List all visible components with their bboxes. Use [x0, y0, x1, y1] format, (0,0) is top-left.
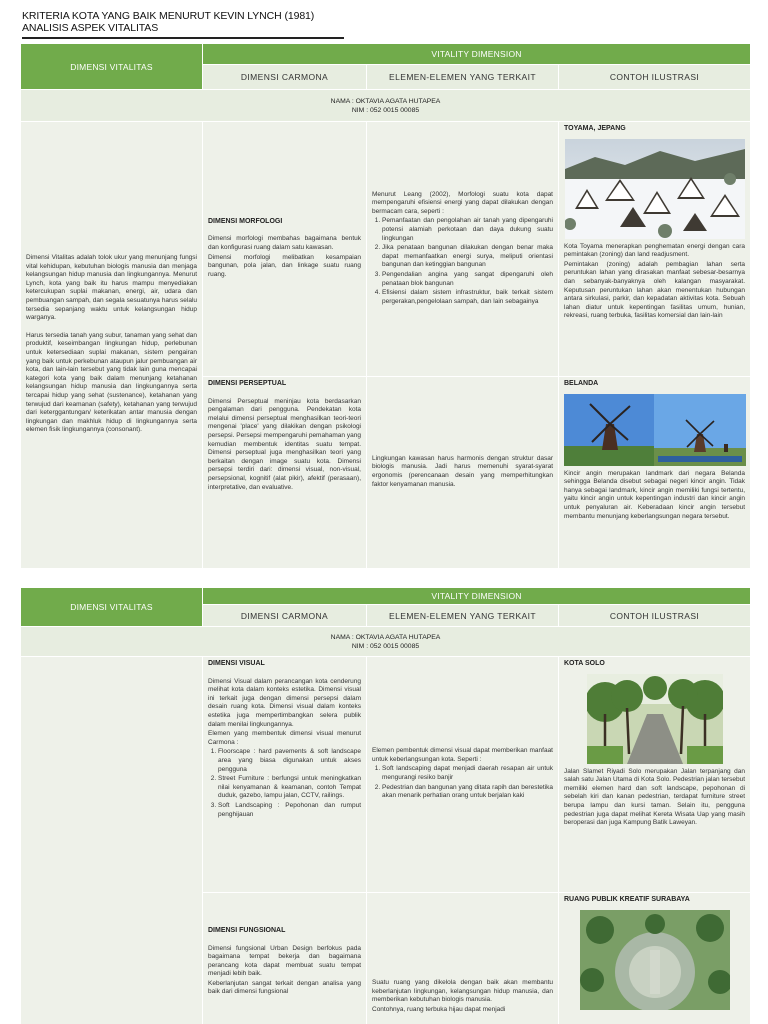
list-item: 1. Pemanfaatan dan pengolahan air tanah yang dipengaruhi potensi alamiah perkotaan dan daya dukung suatu lingkungan — [382, 217, 553, 243]
contoh-cell — [559, 657, 751, 893]
student-name: NAMA : OKTAVIA AGATA HUTAPEA — [330, 97, 441, 105]
elemen-cell — [367, 122, 559, 377]
intro-cell — [21, 122, 203, 569]
elemen-cell — [367, 893, 559, 1024]
carmona-paragraph: Keberlanjutan sangat terkait dengan analisa yang baik dari dimensi fungsional — [208, 979, 361, 996]
elemen-cell — [367, 657, 559, 893]
carmona-paragraph: Elemen yang membentuk dimensi visual menurut Carmona : — [208, 730, 361, 746]
student-nim: NIM : 052 0015 00085 — [351, 106, 420, 114]
intro-paragraph: Harus tersedia tanah yang subur, tanaman yang sehat dan produktif, keseimbangan lingkungan hidup, perlebunan untuk ketersediaan suplai makanan, sistem pengairan yang baik untuk perkebunan ataupun jalur pembuangan air kota, dan lain-lain tersebut yang tidak lain guna mencapai kategori kota yang baik dalam menunjang ketahanan kelangsungan hidup manusia dan lingkungannya serta tercapai hidup yang sehat (sustenance), ketahanan yang terwujud dari keamanan (safety), ketahanan yang terwujud dari keterggantungan/ keterikatan antar manusia dengan lingkungan dan makhluk hidup di lingkungannya serta elemen fisik lingkungannya (consonant). — [26, 331, 197, 434]
carmona-paragraph: Dimensi morfologi melibatkan kesampaian bangunan, pola jalan, dan linkage suatu ruang ruang. — [208, 253, 361, 278]
example-paragraph: Kota Toyama menerapkan penghematan energi dengan cara pemintakan (zoning) dan land readjusment. — [564, 242, 746, 259]
intro-cell-empty — [21, 657, 203, 1024]
toyama-snow-village-image — [565, 139, 745, 239]
carmona-paragraph: Dimensi Perseptual meninjau kota berdasarkan pengalaman dari pengguna. Pendekatan kota melalui dimensi perseptual menghasilkan teori-teori mengenai 'place' yang dilakikan dengan psikologi persepsi. Persepsi mempengaruhi pemahaman yang kemudian membentuk identitas suatu tempat. Dimensi perseptual juga menghasilkan teori yang berkaitan dengan image suatu kota. Dimensi persepsi terdiri dari: dimensi visual, non-visual, persepsional, kognitif (alat pikir), afektif (perasaan), interpretative, dan evaluative. — [208, 397, 361, 491]
carmona-cell — [203, 657, 367, 893]
example-paragraph: Jalan Slamet Riyadi Solo merupakan Jalan terpanjang dan salah satu Jalan Utama di Kota Solo. Pedestrian jalan tersebut memiliki elemen hard dan soft landscape, pepohonan di sebelah kiri dan kanan pedestrian, terdapat furniture street berupa lampu dan kursi taman. Selain itu, pengguna pedestrian juga dapat melihat Kereta Wisata Uap yang masih beroperasi dan juga Kampung Batik Laweyan. — [564, 767, 746, 827]
list-item: 2. Jika penataan bangunan dilakukan dengan benar maka dapat memanfaatkan energi surya, meliputi orientasi bangunan dan ketinggian bangunan — [382, 244, 553, 270]
header-underline — [22, 37, 344, 39]
elemen-intro: Menurut Leang (2002), Morfologi suatu kota dapat mempengaruhi efisiensi energi yang dapat dilakukan dengan bermacam cara, seperti : — [372, 190, 553, 215]
carmona-cell — [203, 893, 367, 1024]
list-item: 2. Pedestrian dan bangunan yang ditata rapih dan berestetika akan menarik perhatian orang untuk berjalan kaki — [382, 784, 553, 801]
carmona-list — [208, 748, 361, 819]
student-info — [21, 627, 751, 657]
document-title: KRITERIA KOTA YANG BAIK MENURUT KEVIN LYNCH (1981) — [22, 10, 315, 22]
header-vitality-dimension: VITALITY DIMENSION — [203, 44, 751, 65]
carmona-cell — [203, 122, 367, 377]
contoh-cell — [559, 122, 751, 377]
contoh-cell — [559, 377, 751, 569]
header-dimensi-vitalitas: DIMENSI VITALITAS — [21, 44, 203, 90]
example-title: TOYAMA, JEPANG — [564, 125, 626, 132]
list-item: 3. Soft Landscaping : Pepohonan dan rumput penghijauan — [218, 802, 361, 819]
contoh-cell — [559, 893, 751, 1024]
example-title: BELANDA — [564, 380, 599, 387]
example-paragraph: Pemintakan (zoning) adalah pembagian lahan serta peruntukan lahan yang dirasakan manfaat sebesar-besarnya dan sebanyak-banyaknya oleh kalangan masyarakat. Keputusan peruntukan lahan akan menentukan hubungan antara sirkulasi, parkir, dan kepadatan aktivitas kota. Sebuah lahan diatur untuk kepentingan fasilitas umum, hunian, rekreasi, ruang terbuka, fasilitas komersial dan lain-lain — [564, 260, 746, 320]
list-item: 3. Pengendalian angina yang sangat dipengaruhi oleh penataan blok bangunan — [382, 271, 553, 288]
header-elemen-terkait: ELEMEN-ELEMEN YANG TERKAIT — [367, 65, 559, 90]
carmona-paragraph: Dimensi morfologi membahas bagaimana bentuk dan konfigurasi ruang dalam satu kawasan. — [208, 235, 361, 251]
solo-street-image — [587, 674, 723, 764]
header-dimensi-vitalitas: DIMENSI VITALITAS — [21, 588, 203, 627]
dimension-heading: DIMENSI VISUAL — [208, 660, 265, 667]
vitality-table-1 — [20, 43, 751, 569]
vitality-table-2 — [20, 587, 751, 1024]
carmona-cell — [203, 377, 367, 569]
carmona-paragraph: Dimensi Visual dalam perancangan kota cenderung melihat kota dalam konteks estetika. Dimensi visual ini terkait juga dengan dimensi persepsi dalam desain ruang kota. Dimensi visual dalam konteks estetika juga mempertimbangkan selera publik dalam menilai lingkungannya. — [208, 677, 361, 728]
student-name: NAMA : OKTAVIA AGATA HUTAPEA — [330, 633, 441, 641]
elemen-intro: Elemen pembentuk dimensi visual dapat memberikan manfaat untuk keberlangsungan kota. Seperti : — [372, 747, 553, 763]
example-title: RUANG PUBLIK KREATIF SURABAYA — [564, 896, 690, 903]
header-dimensi-carmona: DIMENSI CARMONA — [203, 605, 367, 627]
elemen-intro: Lingkungan kawasan harus harmonis dengan struktur dasar biologis manusia. Jadi harus memenuhi syarat-syarat ergonomis (perencanaan desain yang memperhitungkan faktor kenyamanan manusia. — [372, 454, 553, 488]
dimension-heading: DIMENSI PERSEPTUAL — [208, 380, 287, 387]
document-header — [22, 10, 344, 39]
list-item: 1. Soft landscaping dapat menjadi daerah resapan air untuk mengurangi resiko banjir — [382, 765, 553, 782]
list-item: 4. Efisiensi dalam sistem infrastruktur, baik terkait sistem pergerakan,pengelolaan sampah, dan lain sebagainya — [382, 289, 553, 306]
windmill-image — [564, 394, 746, 466]
document-subtitle: ANALISIS ASPEK VITALITAS — [22, 22, 159, 34]
header-contoh-ilustrasi: CONTOH ILUSTRASI — [559, 605, 751, 627]
student-nim: NIM : 052 0015 00085 — [351, 642, 420, 650]
elemen-intro: Suatu ruang yang dikelola dengan baik akan membantu keberlanjutan lingkungan, kelangsungan hidup manusia, dan memberikan kebutuhan biologis manusia. — [372, 979, 553, 1004]
elemen-list — [372, 765, 553, 800]
list-item: 1. Floorscape : hard pavements & soft landscape area yang biasa digunakan untuk akses pengguna — [218, 748, 361, 774]
header-vitality-dimension: VITALITY DIMENSION — [203, 588, 751, 605]
carmona-paragraph: Dimensi fungsional Urban Design berfokus pada bagaimana tempat bekerja dan bagaimana perancang kota dapat membuat suatu tempat menjadi lebih baik. — [208, 944, 361, 978]
list-item: 2. Street Furniture : berfungsi untuk meningkatkan nilai kenyamanan & keamanan, contoh Tempat duduk, gazebo, lampu jalan, CCTV, railings. — [218, 775, 361, 801]
student-info — [21, 90, 751, 122]
example-paragraph: Kincir angin merupakan landmark dari negara Belanda sehingga Belanda disebut sebagai negeri kincir angin. Tidak hanya sebagai landmark, kincir angin memiliki fungsi tertentu, yaitu kincir angin untuk kepentingan industri dan kincir angin untuk penyaluran air. Keberadaan kincir angin tersebut membantu menunjang keberlangsungan negara tersebut. — [564, 469, 746, 520]
dimension-heading: DIMENSI MORFOLOGI — [208, 217, 283, 225]
dimension-heading: DIMENSI FUNGSIONAL — [208, 926, 286, 934]
surabaya-park-image — [580, 910, 730, 1010]
header-elemen-terkait: ELEMEN-ELEMEN YANG TERKAIT — [367, 605, 559, 627]
elemen-list — [372, 217, 553, 306]
example-title: KOTA SOLO — [564, 660, 605, 667]
header-contoh-ilustrasi: CONTOH ILUSTRASI — [559, 65, 751, 90]
elemen-extra: Contohnya, ruang terbuka hijau dapat menjadi — [372, 1005, 506, 1013]
intro-paragraph: Dimensi Vitalitas adalah tolok ukur yang menunjang fungsi vital kehidupan, kebutuhan biologis manusia dan menjaga kelangsungan hidup manusia dan lingkungannya. Menurut Lynch, kota yang baik itu harus mampu menyediakan ketercukupan suplai makanan, energi, air, udara dan pembuangan sampah, dan segala sesuatunya harus selalu tersedia sepanjang waktu untuk kelangsungan hidup warganya. — [26, 254, 197, 322]
header-dimensi-carmona: DIMENSI CARMONA — [203, 65, 367, 90]
elemen-cell — [367, 377, 559, 569]
